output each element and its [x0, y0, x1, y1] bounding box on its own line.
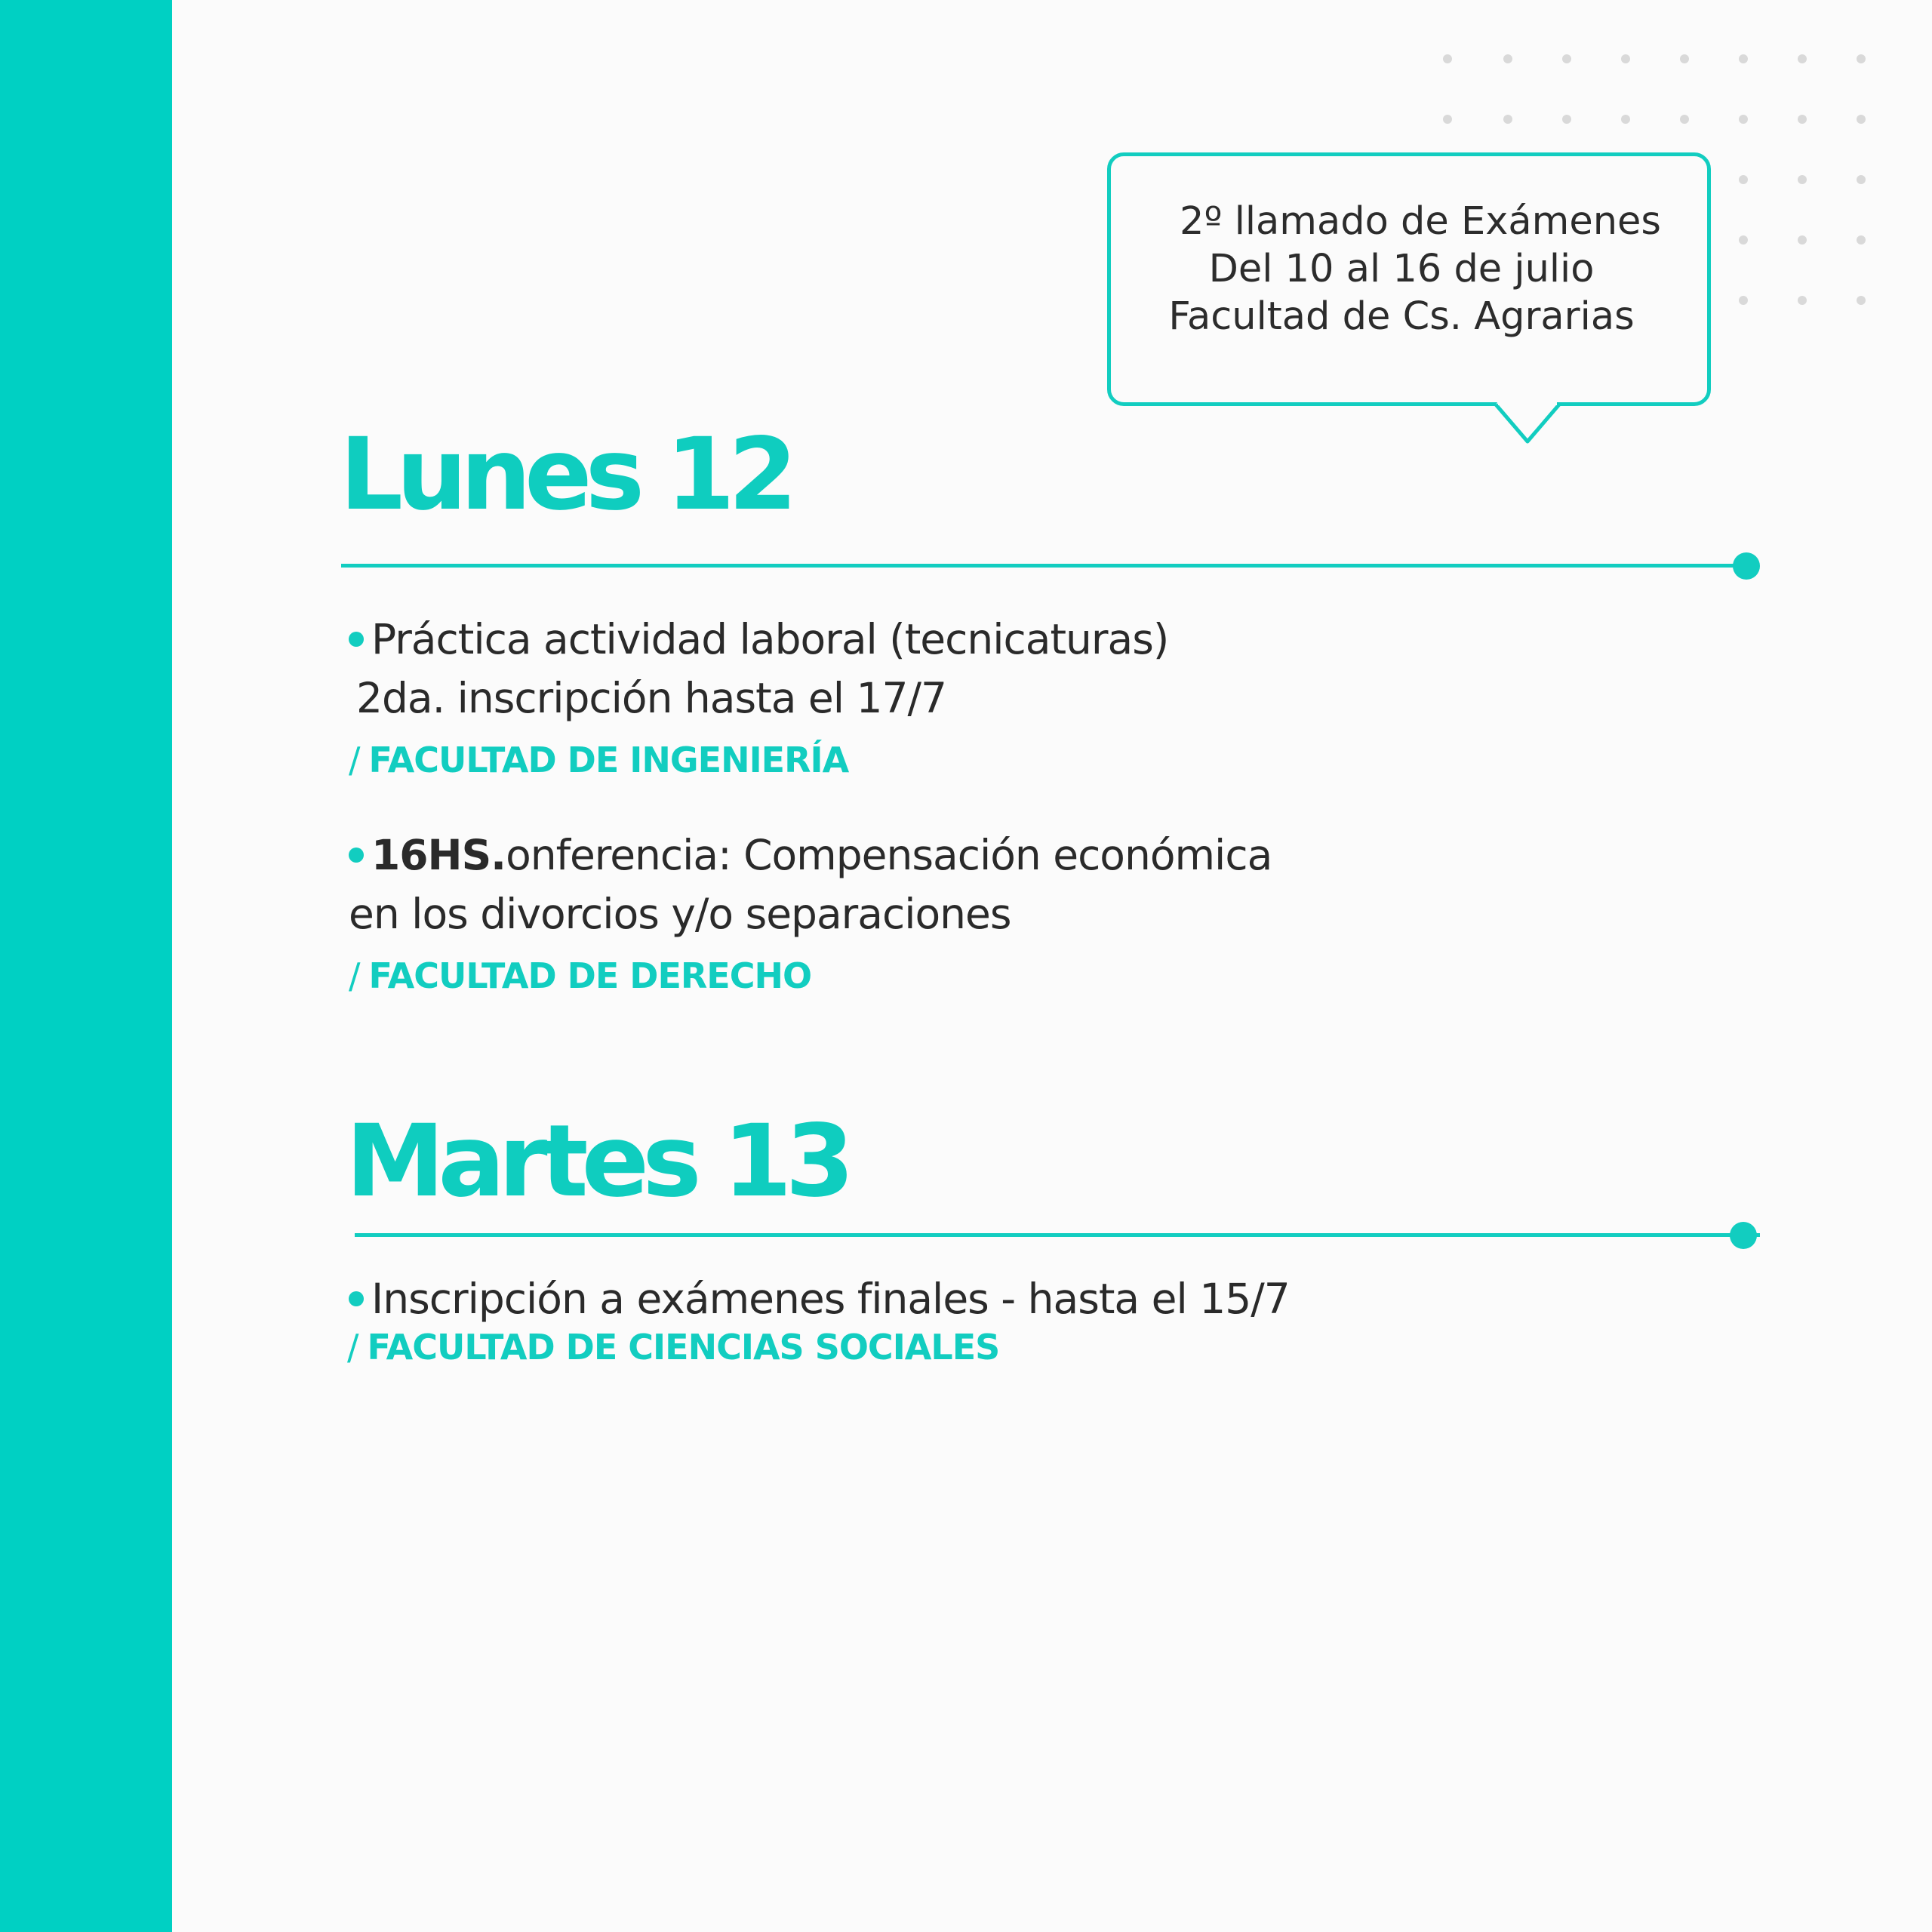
callout-line-1: 2º llamado de Exámenes	[1180, 199, 1661, 244]
faculty-slash: /	[349, 955, 360, 996]
decorative-dot	[1798, 235, 1807, 245]
faculty-name: FACULTAD DE INGENIERÍA	[368, 740, 849, 780]
faculty-label	[347, 1327, 999, 1367]
day-divider-dot-icon	[1733, 552, 1760, 580]
day-title-lunes: Lunes 12	[340, 417, 791, 533]
decorative-dot	[1798, 175, 1807, 184]
day-divider-martes	[355, 1233, 1760, 1237]
decorative-dot	[1798, 115, 1807, 124]
day-divider-dot-icon	[1730, 1222, 1757, 1249]
decorative-dot	[1857, 235, 1866, 245]
day-divider-lunes	[341, 564, 1746, 568]
decorative-dot	[1503, 54, 1512, 63]
bullet-icon	[349, 1291, 364, 1306]
event-text-line-1: Inscripción a exámenes finales - hasta el 15/7	[371, 1275, 1290, 1323]
event-item	[349, 610, 1168, 728]
decorative-dot	[1621, 115, 1630, 124]
decorative-dot	[1562, 54, 1571, 63]
decorative-dot	[1562, 115, 1571, 124]
decorative-dot	[1503, 115, 1512, 124]
day-title-martes: Martes 13	[346, 1103, 848, 1220]
decorative-dot	[1443, 54, 1452, 63]
faculty-slash: /	[349, 740, 360, 780]
event-text-line-1: Práctica actividad laboral (tecnicaturas)	[371, 615, 1169, 663]
decorative-dot	[1739, 54, 1748, 63]
bullet-icon	[349, 632, 364, 647]
decorative-dot	[1621, 54, 1630, 63]
event-item	[349, 826, 1272, 943]
callout-line-2: Del 10 al 16 de julio	[1208, 247, 1595, 291]
callout-line-3: Facultad de Cs. Agrarias	[1168, 294, 1635, 339]
faculty-slash: /	[347, 1327, 358, 1367]
decorative-dot	[1680, 54, 1689, 63]
faculty-name: FACULTAD DE DERECHO	[368, 955, 812, 996]
event-time: 16HS.	[371, 831, 506, 879]
decorative-dot	[1857, 54, 1866, 63]
faculty-label	[349, 955, 811, 996]
faculty-label	[349, 740, 848, 780]
decorative-dot	[1739, 235, 1748, 245]
decorative-dot	[1739, 175, 1748, 184]
decorative-dot	[1857, 115, 1866, 124]
bullet-icon	[349, 848, 364, 863]
decorative-dot	[1857, 175, 1866, 184]
faculty-name: FACULTAD DE CIENCIAS SOCIALES	[367, 1327, 1000, 1367]
decorative-dot	[1798, 54, 1807, 63]
exam-callout-text	[1107, 198, 1711, 340]
event-text-line-2: 2da. inscripción hasta el 17/7	[356, 674, 947, 722]
decorative-dot	[1739, 296, 1748, 305]
decorative-dot	[1739, 115, 1748, 124]
decorative-dot	[1680, 115, 1689, 124]
event-item	[349, 1269, 1290, 1328]
decorative-dot	[1857, 296, 1866, 305]
event-text-line-2: en los divorcios y/o separaciones	[349, 890, 1011, 938]
decorative-dot	[1443, 115, 1452, 124]
decorative-dot	[1798, 296, 1807, 305]
event-text-line-1: onferencia: Compensación económica	[506, 831, 1272, 879]
